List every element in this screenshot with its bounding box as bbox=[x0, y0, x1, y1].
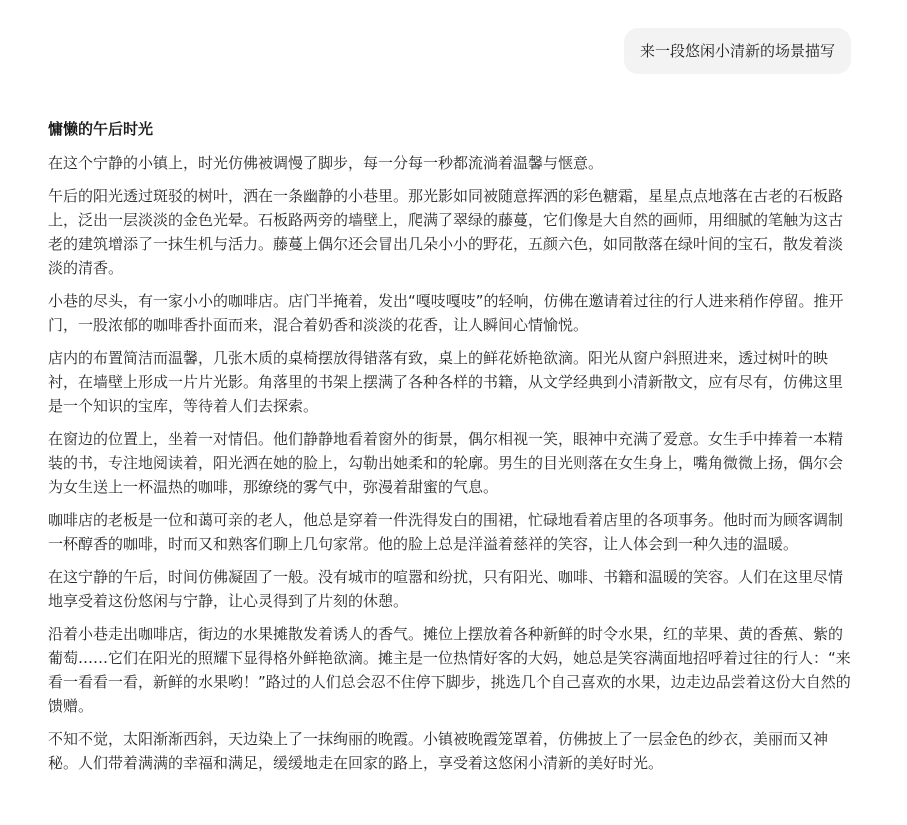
assistant-response bbox=[48, 116, 856, 784]
bottom-fade bbox=[0, 807, 907, 825]
response-paragraph: 在这宁静的午后，时间仿佛凝固了一般。没有城市的喧嚣和纷扰，只有阳光、咖啡、书籍和温暖的笑容。人们在这里尽情地享受着这份悠闲与宁静，让心灵得到了片刻的休憩。 bbox=[48, 568, 844, 610]
response-title: 慵懒的午后时光 bbox=[48, 120, 154, 138]
response-paragraph: 午后的阳光透过斑驳的树叶，洒在一条幽静的小巷里。那光影如同被随意挥洒的彩色糖霜，星星点点地落在古老的石板路上，泛出一层淡淡的金色光晕。石板路两旁的墙壁上，爬满了翠绿的藤蔓，它们像是大自然的画师，用细腻的笔触为这古老的建筑增添了一抹生机与活力。藤蔓上偶尔还会冒出几朵小小的野花，五颜六色，如同散落在绿叶间的宝石，散发着淡淡的清香。 bbox=[48, 187, 844, 277]
response-paragraph: 咖啡店的老板是一位和蔼可亲的老人，他总是穿着一件洗得发白的围裙，忙碌地看着店里的各项事务。他时而为顾客调制一杯醇香的咖啡，时而又和熟客们聊上几句家常。他的脸上总是洋溢着慈祥的笑容，让人体会到一种久违的温暖。 bbox=[48, 511, 844, 553]
user-message-bubble bbox=[624, 28, 851, 74]
response-paragraph: 在窗边的位置上，坐着一对情侣。他们静静地看着窗外的街景，偶尔相视一笑，眼神中充满了爱意。女生手中捧着一本精装的书，专注地阅读着，阳光洒在她的脸上，勾勒出她柔和的轮廓。男生的目光则落在女生身上，嘴角微微上扬，偶尔会为女生送上一杯温热的咖啡，那缭绕的雾气中，弥漫着甜蜜的气息。 bbox=[48, 430, 844, 496]
user-message-text: 来一段悠闲小清新的场景描写 bbox=[639, 42, 835, 60]
response-paragraph: 店内的布置简洁而温馨，几张木质的桌椅摆放得错落有致，桌上的鲜花娇艳欲滴。阳光从窗户斜照进来，透过树叶的映衬，在墙壁上形成一片片光影。角落里的书架上摆满了各种各样的书籍，从文学经典到小清新散文，应有尽有，仿佛这里是一个知识的宝库，等待着人们去探索。 bbox=[48, 349, 844, 415]
response-paragraph: 小巷的尽头，有一家小小的咖啡店。店门半掩着，发出“嘎吱嘎吱”的轻响，仿佛在邀请着过往的行人进来稍作停留。推开门，一股浓郁的咖啡香扑面而来，混合着奶香和淡淡的花香，让人瞬间心情愉悦。 bbox=[48, 292, 844, 334]
response-paragraph: 沿着小巷走出咖啡店，街边的水果摊散发着诱人的香气。摊位上摆放着各种新鲜的时令水果，红的苹果、黄的香蕉、紫的葡萄……它们在阳光的照耀下显得格外鲜艳欲滴。摊主是一位热情好客的大妈，她总是笑容满面地招呼着过往的行人：“来看一看看一看，新鲜的水果哟！”路过的人们总会忍不住停下脚步，挑选几个自己喜欢的水果，边走边品尝着这份大自然的馈赠。 bbox=[48, 625, 851, 715]
response-paragraph: 在这个宁静的小镇上，时光仿佛被调慢了脚步，每一分每一秒都流淌着温馨与惬意。 bbox=[48, 154, 604, 172]
response-paragraph: 不知不觉，太阳渐渐西斜，天边染上了一抹绚丽的晚霞。小镇被晚霞笼罩着，仿佛披上了一层金色的纱衣，美丽而又神秘。人们带着满满的幸福和满足，缓缓地走在回家的路上，享受着这悠闲小清新的美好时光。 bbox=[48, 730, 829, 772]
